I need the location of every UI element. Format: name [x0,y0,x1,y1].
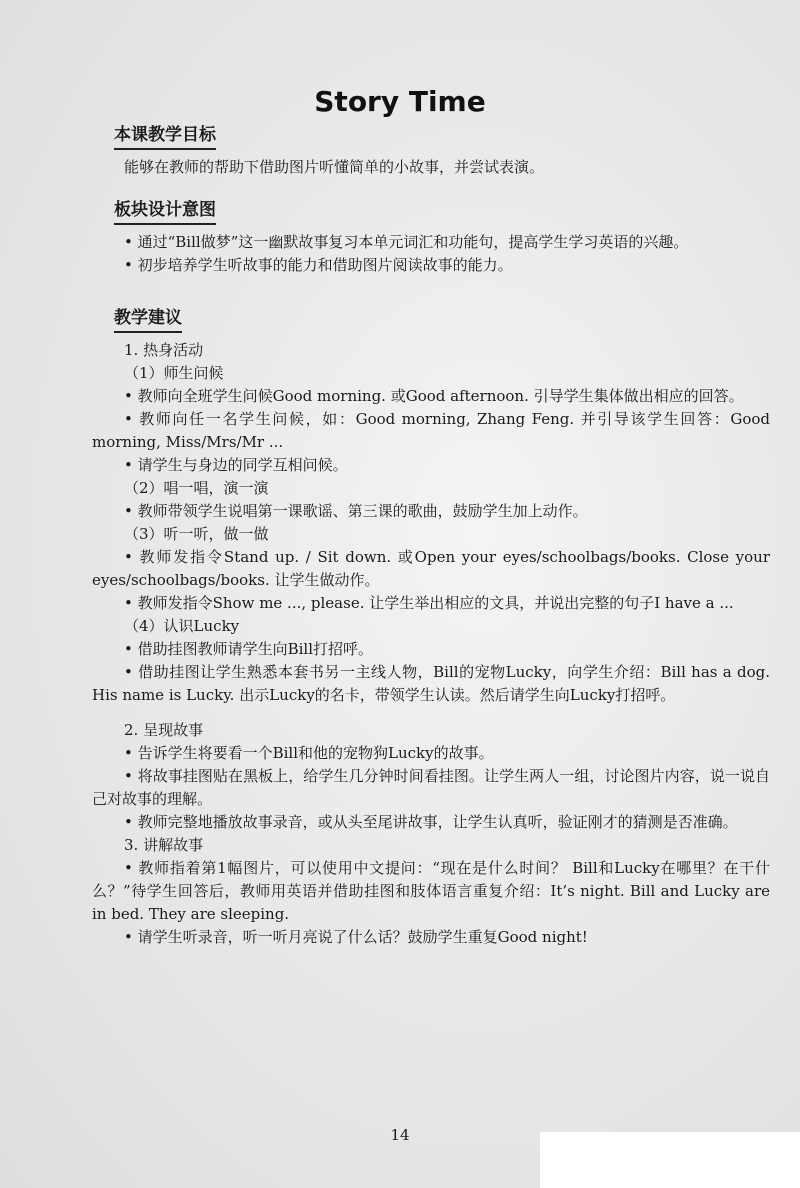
design-bullet: • 通过“Bill做梦”这一幽默故事复习本单元词汇和功能句，提高学生学习英语的兴趣。 [124,233,689,251]
list-item: • 借助挂图教师请学生向Bill打招呼。 [124,640,374,658]
substep-heading: （1）师生问候 [124,364,224,382]
scan-corner [540,1132,800,1188]
step-heading: 1. 热身活动 [124,341,204,359]
list-item: • 请学生听录音，听一听月亮说了什么话？鼓励学生重复Good night! [124,928,588,946]
list-item: • 教师向任一名学生问候，如：Good morning, Zhang Feng. 并引导该学生回答：Good morning, Miss/Mrs/Mr ... [92,410,770,451]
list-item: • 借助挂图让学生熟悉本套书另一主线人物，Bill的宠物Lucky，向学生介绍：Bill has a dog. His name is Lucky. 出示Lucky的名卡，带领学生认读。然后请学生向Lucky打招呼。 [92,663,770,704]
step-heading: 2. 呈现故事 [124,721,204,739]
substep-heading: （2）唱一唱，演一演 [124,479,269,497]
substep-heading: （4）认识Lucky [124,617,240,635]
page-number: 14 [390,1126,410,1144]
section-heading-design: 板块设计意图 [114,199,216,225]
step-heading: 3. 讲解故事 [124,836,204,854]
list-item: • 教师带领学生说唱第一课歌谣、第三课的歌曲，鼓励学生加上动作。 [124,502,588,520]
list-item: • 教师指着第1幅图片，可以使用中文提问：“现在是什么时间？ Bill和Lucky在哪里？在干什么？”待学生回答后，教师用英语并借助挂图和肢体语言重复介绍：It’s night. Bill and Lucky are in bed. They are sleeping. [92,859,770,923]
list-item: • 教师向全班学生问候Good morning. 或Good afternoon. 引导学生集体做出相应的回答。 [124,387,744,405]
design-bullet: • 初步培养学生听故事的能力和借助图片阅读故事的能力。 [124,256,513,274]
goals-text: 能够在教师的帮助下借助图片听懂简单的小故事，并尝试表演。 [124,158,545,176]
section-heading-goals: 本课教学目标 [114,124,216,150]
list-item: • 教师发指令Stand up. / Sit down. 或Open your eyes/schoolbags/books. Close your eyes/schoolbags/books. 让学生做动作。 [92,548,770,589]
substep-heading: （3）听一听，做一做 [124,525,269,543]
list-item: • 告诉学生将要看一个Bill和他的宠物狗Lucky的故事。 [124,744,494,762]
section-heading-suggestions: 教学建议 [114,307,182,333]
list-item: • 教师发指令Show me ..., please. 让学生举出相应的文具，并说出完整的句子I have a ... [124,594,734,612]
list-item: • 请学生与身边的同学互相问候。 [124,456,348,474]
list-item: • 教师完整地播放故事录音，或从头至尾讲故事，让学生认真听，验证刚才的猜测是否准确。 [124,813,738,831]
page-title: Story Time [314,85,486,118]
document-body [92,124,770,949]
list-item: • 将故事挂图贴在黑板上，给学生几分钟时间看挂图。让学生两人一组，讨论图片内容，说一说自己对故事的理解。 [92,767,770,808]
